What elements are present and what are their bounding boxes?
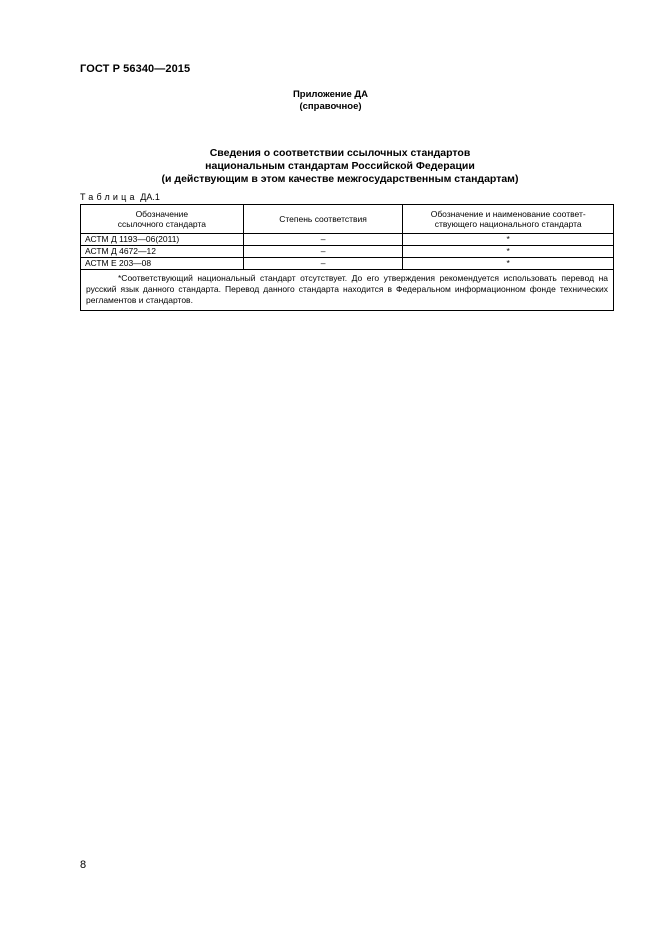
table-cell-national-standard: * — [403, 234, 614, 246]
appendix-heading — [0, 89, 661, 113]
table-cell-degree: – — [243, 234, 403, 246]
footnote-text: *Соответствующий национальный стандарт отсутствует. До его утверждения рекомендуется использовать перевод на русский язык данного стандарта. Перевод данного стандарта находится в Федеральном информационном фонде технических регламентов и стандартов. — [86, 273, 608, 305]
table-label-number: ДА.1 — [140, 192, 160, 202]
table-cell-degree: – — [243, 246, 403, 258]
table-label — [80, 192, 160, 202]
table-cell-ref-standard: АСТМ Е 203—08 — [81, 258, 244, 270]
table-note-row — [81, 270, 614, 311]
column-header-national-standard: Обозначение и наименование соответ- ствующего национального стандарта — [403, 205, 614, 234]
table-footnote — [81, 270, 614, 311]
table-label-word: Таблица — [80, 192, 138, 202]
table-row — [81, 234, 614, 246]
appendix-title: Приложение ДА — [292, 89, 369, 100]
heading-line: (и действующим в этом качестве межгосударственным стандартам) — [161, 173, 519, 185]
table-cell-national-standard: * — [403, 258, 614, 270]
table-cell-ref-standard: АСТМ Д 4672—12 — [81, 246, 244, 258]
reference-standards-table — [80, 204, 614, 311]
column-header-degree: Степень соответствия — [243, 205, 403, 234]
table-row — [81, 246, 614, 258]
column-header-ref-standard: Обозначение ссылочного стандарта — [81, 205, 244, 234]
table-cell-national-standard: * — [403, 246, 614, 258]
section-heading — [130, 147, 550, 186]
appendix-subtitle: (справочное) — [299, 101, 362, 112]
heading-line: национальным стандартам Российской Федерации — [205, 160, 475, 172]
page-number: 8 — [80, 859, 87, 871]
table-cell-degree: – — [243, 258, 403, 270]
table-row — [81, 258, 614, 270]
document-code: ГОСТ Р 56340—2015 — [80, 63, 191, 75]
heading-line: Сведения о соответствии ссылочных стандартов — [209, 147, 471, 159]
table-header-row — [81, 205, 614, 234]
table-cell-ref-standard: АСТМ Д 1193—06(2011) — [81, 234, 244, 246]
